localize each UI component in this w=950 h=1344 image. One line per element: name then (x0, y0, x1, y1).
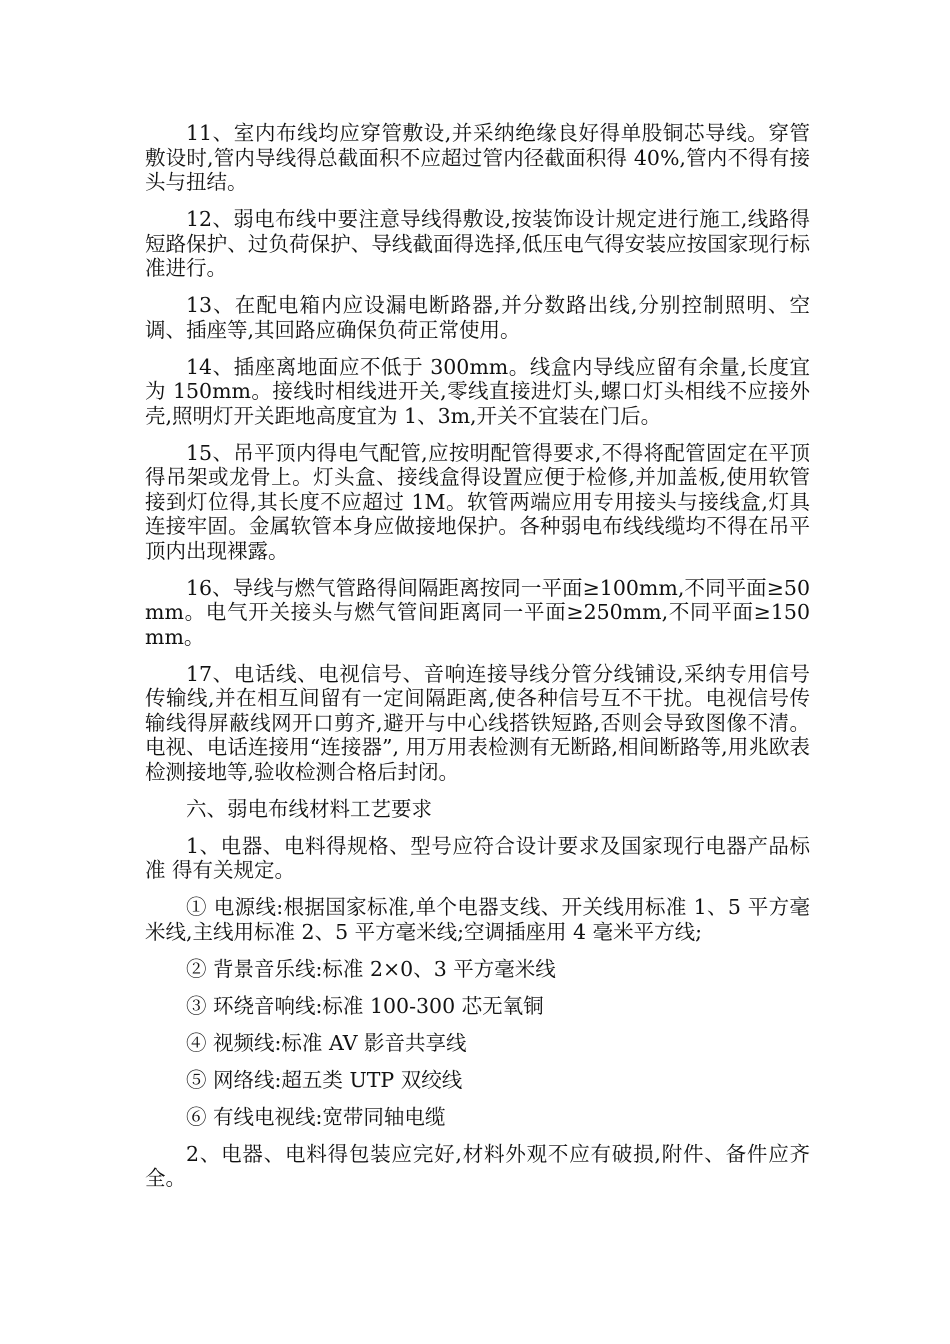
section-heading: 六、弱电布线材料工艺要求 (186, 796, 432, 821)
list-item-cable-tv: ⑥ 有线电视线:宽带同轴电缆 (186, 1104, 446, 1129)
list-item-power-cable: ① 电源线:根据国家标准,单个电器支线、开关线用标准 1、5 平方毫米线,主线用标准 2、5 平方毫米线;空调插座用 4 毫米平方线; (145, 895, 810, 944)
paragraph-15: 15、吊平顶内得电气配管,应按明配管得要求,不得将配管固定在平顶得吊架或龙骨上。灯头盒、接线盒得设置应便于检修,并加盖板,使用软管接到灯位得,其长度不应超过 1M。软管两端应用专用接头与接线盒,灯具连接牢固。金属软管本身应做接地保护。各种弱电布线线缆均不得在吊平顶内出现裸露。 (145, 440, 810, 563)
paragraph-13: 13、在配电箱内应设漏电断路器,并分数路出线,分别控制照明、空调、插座等,其回路应确保负荷正常使用。 (145, 293, 810, 342)
list-item-video-cable: ④ 视频线:标准 AV 影音共享线 (186, 1030, 467, 1055)
list-item-network-cable: ⑤ 网络线:超五类 UTP 双绞线 (186, 1067, 463, 1092)
paragraph-material-2: 2、电器、电料得包装应完好,材料外观不应有破损,附件、备件应齐全。 (145, 1141, 810, 1190)
paragraph-17: 17、电话线、电视信号、音响连接导线分管分线铺设,采纳专用信号传输线,并在相互间留有一定间隔距离,使各种信号互不干扰。电视信号传输线得屏蔽线网开口剪齐,避开与中心线搭铁短路,否则会导致图像不清。电视、电话连接用“连接器”, 用万用表检测有无断路,相间断路等,用兆欧表检测接地等,验收检测合格后封闭。 (145, 661, 810, 784)
list-item-background-music-cable: ② 背景音乐线:标准 2×0、3 平方毫米线 (186, 956, 556, 981)
paragraph-16: 16、导线与燃气管路得间隔距离按同一平面≥100mm,不同平面≥50mm。电气开关接头与燃气管间距离同一平面≥250mm,不同平面≥150mm。 (145, 575, 810, 649)
paragraph-14: 14、插座离地面应不低于 300mm。线盒内导线应留有余量,长度宜为 150mm。接线时相线进开关,零线直接进灯头,螺口灯头相线不应接外壳,照明灯开关距地高度宜为 1、3m,开关不宜装在门后。 (145, 354, 810, 428)
paragraph-12: 12、弱电布线中要注意导线得敷设,按装饰设计规定进行施工,线路得短路保护、过负荷保护、导线截面得选择,低压电气得安装应按国家现行标准进行。 (145, 207, 810, 280)
document-body (145, 121, 810, 1203)
paragraph-11: 11、室内布线均应穿管敷设,并采纳绝缘良好得单股铜芯导线。穿管敷设时,管内导线得总截面积不应超过管内径截面积得 40%,管内不得有接头与扭结。 (145, 121, 810, 194)
list-item-surround-sound-cable: ③ 环绕音响线:标准 100-300 芯无氧铜 (186, 993, 544, 1018)
paragraph-material-1: 1、电器、电料得规格、型号应符合设计要求及国家现行电器产品标准 得有关规定。 (145, 833, 810, 882)
